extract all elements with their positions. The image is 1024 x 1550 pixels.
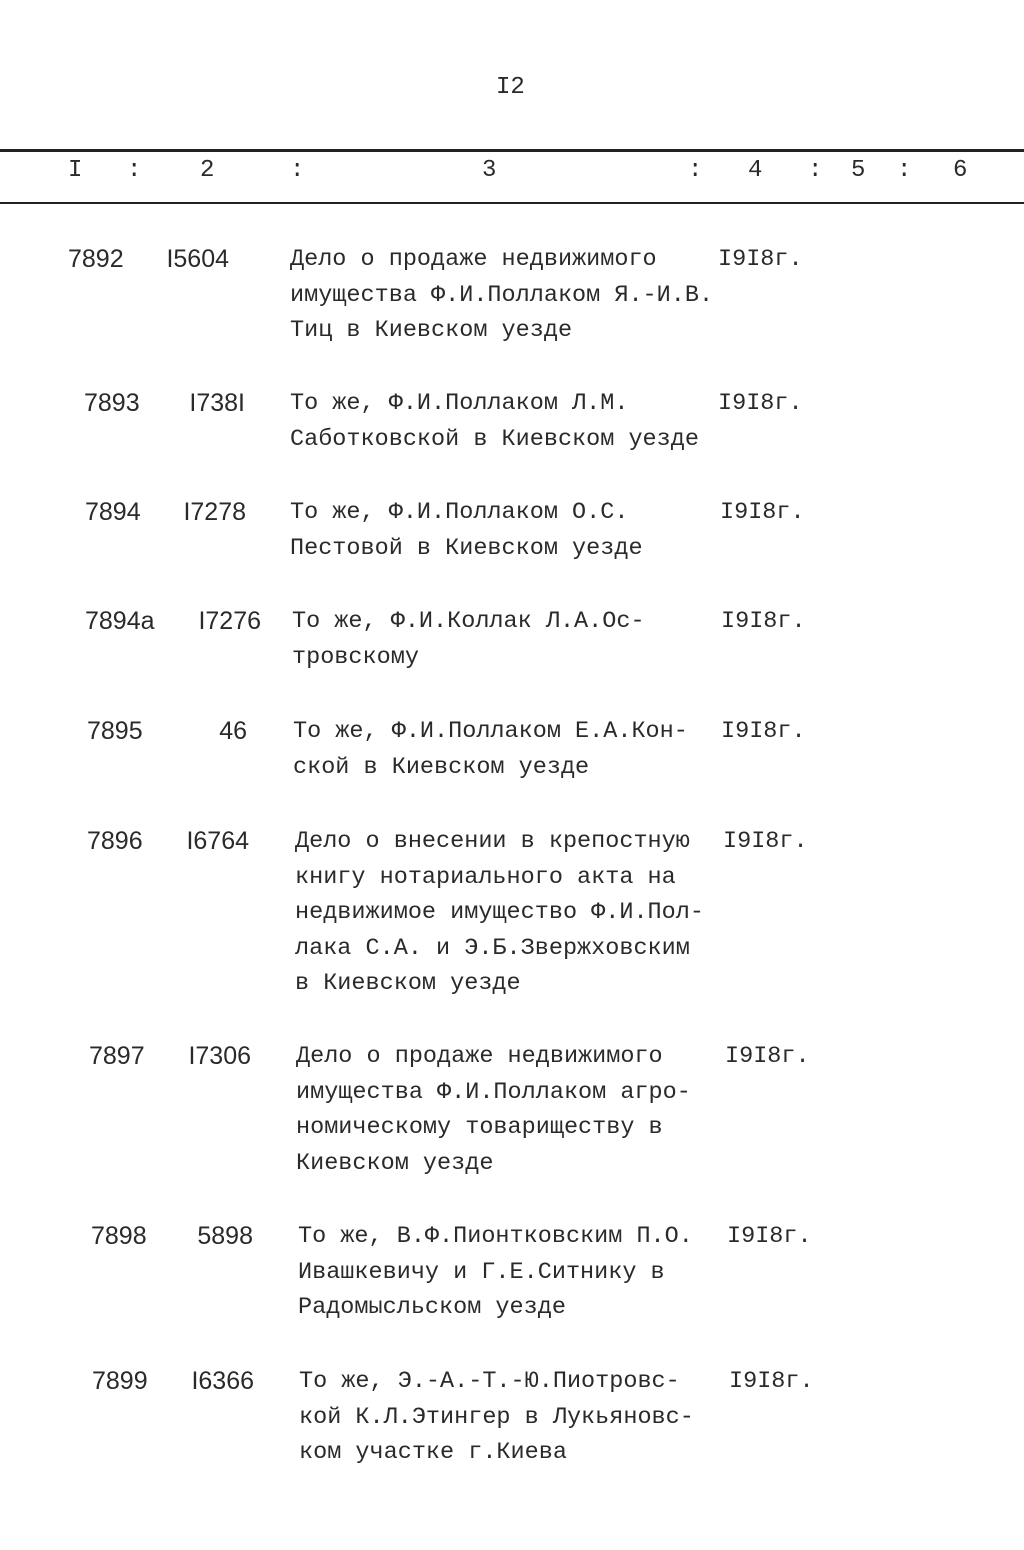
file-number: I6764 xyxy=(186,827,249,855)
item-number: 7894а xyxy=(85,607,155,635)
description-line: номическому товариществу в xyxy=(296,1114,663,1141)
description-line: Тиц в Киевском уезде xyxy=(290,317,573,344)
item-number: 7896 xyxy=(87,827,143,855)
item-year: I9I8г. xyxy=(725,1043,810,1070)
item-description xyxy=(293,714,688,785)
file-number: I6366 xyxy=(191,1367,254,1395)
description-line: Саботковской в Киевском уезде xyxy=(290,425,699,453)
item-number: 7897 xyxy=(89,1042,145,1070)
item-description xyxy=(290,495,643,566)
description-line: Дело о внесении в крепостную xyxy=(295,828,690,855)
description-line: имущества Ф.И.Поллаком агро- xyxy=(296,1078,691,1106)
item-description xyxy=(295,824,704,1002)
description-line: книгу нотариального акта на xyxy=(295,863,676,891)
file-number: I7278 xyxy=(183,498,246,526)
file-number: I7306 xyxy=(188,1042,251,1070)
description-line: То же, Э.-А.-Т.-Ю.Пиотровс- xyxy=(299,1368,680,1395)
description-line: лака С.А. и Э.Б.Звержховским xyxy=(295,934,690,962)
description-line: То же, В.Ф.Пионтковским П.О. xyxy=(298,1223,693,1250)
description-line: ской в Киевском уезде xyxy=(293,753,590,781)
item-year: I9I8г. xyxy=(721,718,806,745)
description-line: имущества Ф.И.Поллаком Я.-И.В. xyxy=(290,281,714,309)
header-col-2: 2 xyxy=(200,157,215,184)
description-line: Дело о продаже недвижимого xyxy=(296,1043,663,1070)
item-number: 7899 xyxy=(92,1367,148,1395)
item-year: I9I8г. xyxy=(720,499,805,526)
header-separator: : xyxy=(897,157,912,184)
table-header-rule xyxy=(0,202,1024,204)
file-number: 5898 xyxy=(197,1222,253,1250)
page-number: I2 xyxy=(496,74,525,101)
description-line: Радомысльском уезде xyxy=(298,1294,566,1321)
item-number: 7893 xyxy=(84,389,140,417)
description-line: То же, Ф.И.Поллаком Л.М. xyxy=(290,390,629,417)
description-line: Дело о продаже недвижимого xyxy=(290,246,657,273)
description-line: Киевском уезде xyxy=(296,1149,494,1177)
description-line: То же, Ф.И.Коллак Л.А.Ос- xyxy=(292,608,645,635)
header-col-4: 4 xyxy=(748,157,763,184)
file-number: I7276 xyxy=(198,607,261,635)
description-line: кой К.Л.Этингер в Лукьяновс- xyxy=(299,1403,694,1431)
item-number: 7894 xyxy=(85,498,141,526)
item-year: I9I8г. xyxy=(718,390,803,417)
file-number: I738I xyxy=(189,389,245,417)
item-description xyxy=(299,1364,694,1471)
description-line: То же, Ф.И.Поллаком О.С. xyxy=(290,499,629,526)
header-col-3: 3 xyxy=(482,157,497,184)
description-line: тровскому xyxy=(292,643,419,671)
description-line: Ивашкевичу и Г.Е.Ситнику в xyxy=(298,1258,665,1286)
item-description xyxy=(290,386,699,457)
item-description xyxy=(298,1219,693,1326)
item-description xyxy=(292,604,645,675)
header-separator: : xyxy=(290,157,305,184)
description-line: в Киевском уезде xyxy=(295,970,521,997)
file-number: I5604 xyxy=(166,245,229,273)
description-line: ком участке г.Киева xyxy=(299,1439,567,1466)
item-number: 7898 xyxy=(91,1222,147,1250)
header-separator: : xyxy=(127,157,142,184)
description-line: Пестовой в Киевском уезде xyxy=(290,534,643,562)
header-col-6: 6 xyxy=(953,157,968,184)
header-col-5: 5 xyxy=(851,157,866,184)
description-line: недвижимое имущество Ф.И.Пол- xyxy=(295,899,704,926)
header-col-1: I xyxy=(68,157,83,184)
item-year: I9I8г. xyxy=(721,608,806,635)
item-year: I9I8г. xyxy=(723,828,808,855)
header-separator: : xyxy=(688,157,703,184)
item-year: I9I8г. xyxy=(729,1368,814,1395)
item-year: I9I8г. xyxy=(727,1223,812,1250)
description-line: То же, Ф.И.Поллаком Е.А.Кон- xyxy=(293,718,688,745)
item-description xyxy=(296,1039,691,1181)
item-description xyxy=(290,242,713,349)
table-top-rule xyxy=(0,149,1024,152)
item-number: 7892 xyxy=(68,245,124,273)
item-year: I9I8г. xyxy=(718,246,803,273)
file-number: 46 xyxy=(219,717,247,745)
header-separator: : xyxy=(808,157,823,184)
item-number: 7895 xyxy=(87,717,143,745)
